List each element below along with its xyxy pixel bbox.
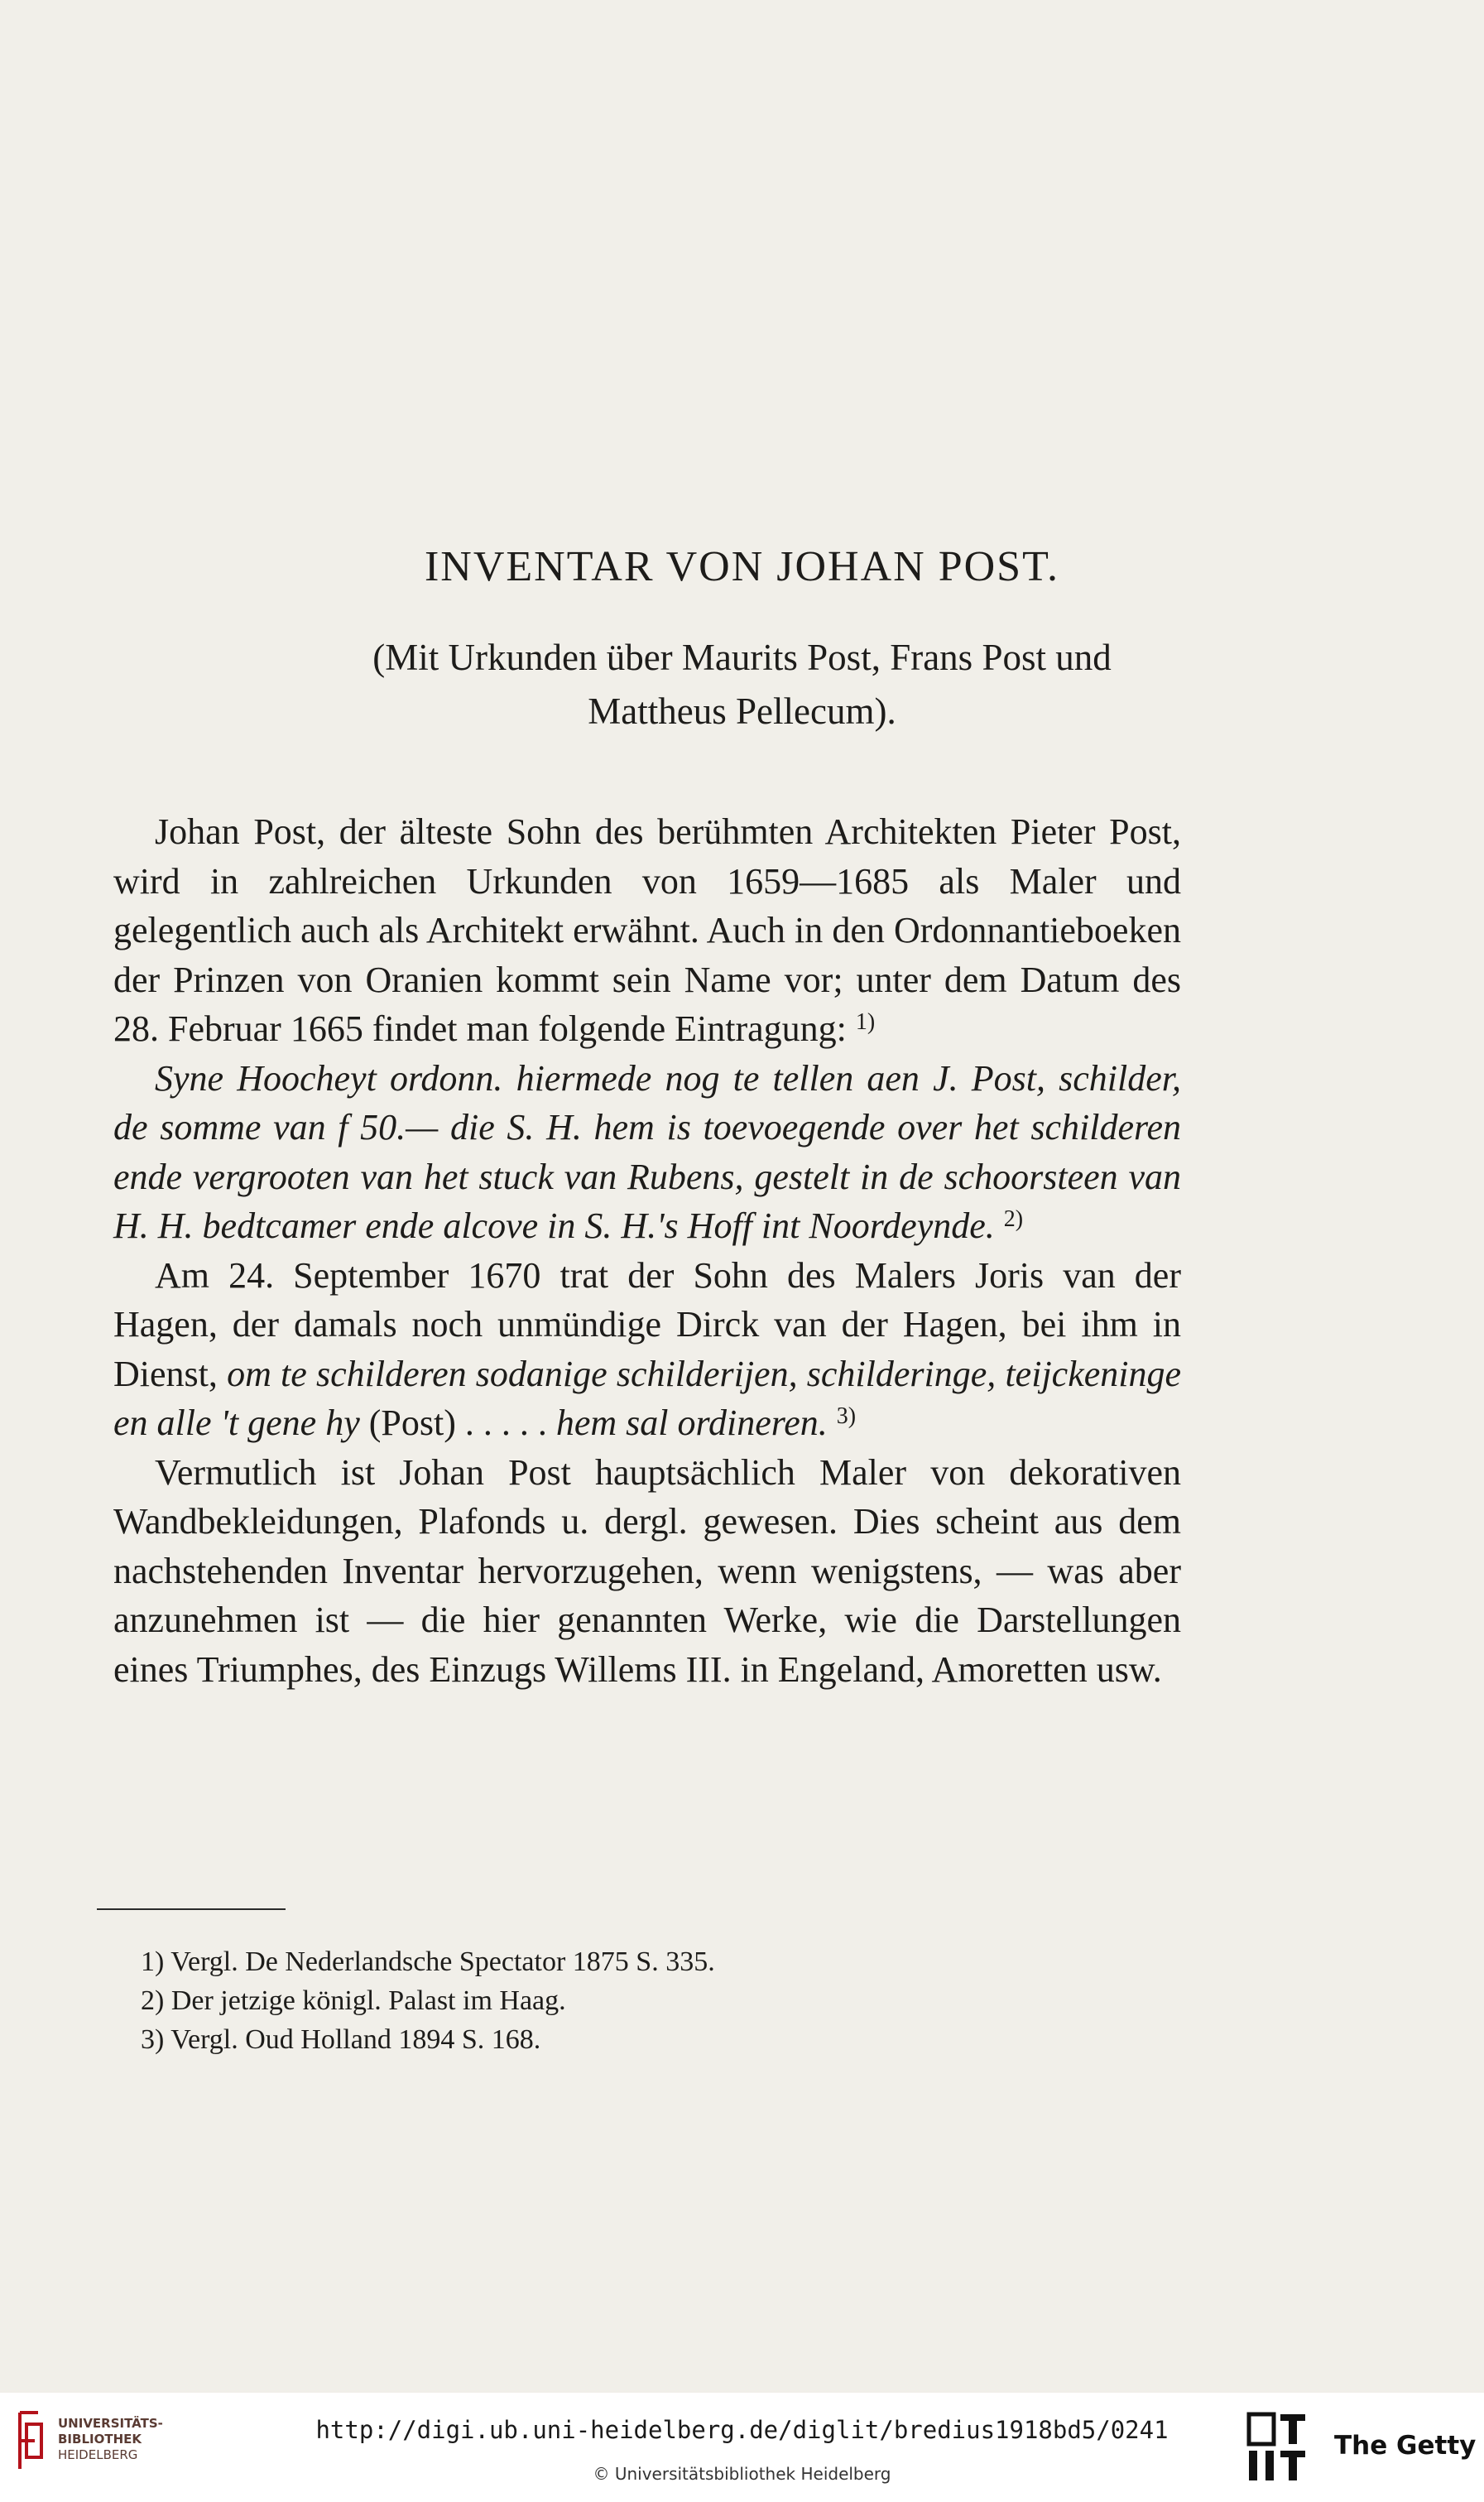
- article-title: INVENTAR VON JOHAN POST.: [424, 543, 1060, 590]
- paragraph-3: Vermutlich ist Johan Post hauptsächlich Maler von dekorativen Wandbekleidungen, Plafonds u. dergl. gewesen. Dies scheint aus dem nachstehenden Inventar hervorzugehen, wenn wenigstens, — was aber anzunehmen ist — die hier genannten Werke, wie die Darstellungen eines Triumphes, des Einzugs Willems III. in Engeland, Amoretten usw.: [113, 1451, 1181, 1690]
- footnote: 1) Vergl. De Nederlandsche Spectator 1875 S. 335.: [141, 1946, 715, 1977]
- footnote-divider: [97, 1908, 286, 1910]
- footnotes: [141, 1942, 715, 2059]
- copyright-notice: © Universitätsbibliothek Heidelberg: [593, 2464, 891, 2484]
- article-subtitle: [0, 631, 1484, 739]
- footnote: 2) Der jetzige königl. Palast im Haag.: [141, 1985, 566, 2016]
- footnote-ref: 1): [855, 1009, 876, 1035]
- footnote: 3) Vergl. Oud Holland 1894 S. 168.: [141, 2024, 541, 2055]
- footnote-ref: 2): [1003, 1206, 1024, 1232]
- paragraph-1: Johan Post, der älteste Sohn des berühmten Architekten Pieter Post, wird in zahlreichen Urkunden von 1659—1685 als Maler und gelegentlich auch als Architekt erwähnt. Auch in den Ordonnantieboeken der Prinzen von Oranien kommt sein Name vor; unter dem Datum des 28. Februar 1665 findet man folgende Eintragung: $^{1)}$: [113, 811, 1181, 1049]
- paragraph-2: Am 24. September 1670 trat der Sohn des Malers Joris van der Hagen, der damals noch unmündige Dirck van der Hagen, bei ihm in Dienst, om te schilderen sodanige schilderijen, schilderinge, teijckeninge en alle 't gene hy (Post) . . . . . hem sal ordineren. $^{3)}$: [113, 1254, 1182, 1443]
- permalink-url[interactable]: http://digi.ub.uni-heidelberg.de/diglit/bredius1918bd5/0241: [315, 2416, 1169, 2444]
- subtitle-line: (Mit Urkunden über Maurits Post, Frans Post und: [372, 637, 1112, 678]
- getty-label: The Getty: [1334, 2431, 1477, 2461]
- getty-logo-icon: [1246, 2411, 1309, 2484]
- university-library-logo[interactable]: UNIVERSITÄTS- BIBLIOTHEK HEIDELBERG: [13, 2408, 187, 2482]
- footnote-ref: 3): [836, 1403, 857, 1429]
- subtitle-line: Mattheus Pellecum).: [588, 690, 896, 732]
- viewer-footer: [0, 2393, 1484, 2502]
- article-body: [113, 807, 1181, 1694]
- quote-paragraph: Syne Hoocheyt ordonn. hiermede nog te tellen aen J. Post, schilder, de somme van f 50.— die S. H. hem is toevoegende over het schilderen ende vergrooten van het stuck van Rubens, gestelt in de schoorsteen van H. H. bedtcamer ende alcove in S. H.'s Hoff int Noordeynde. $^{2)}$: [113, 1057, 1181, 1246]
